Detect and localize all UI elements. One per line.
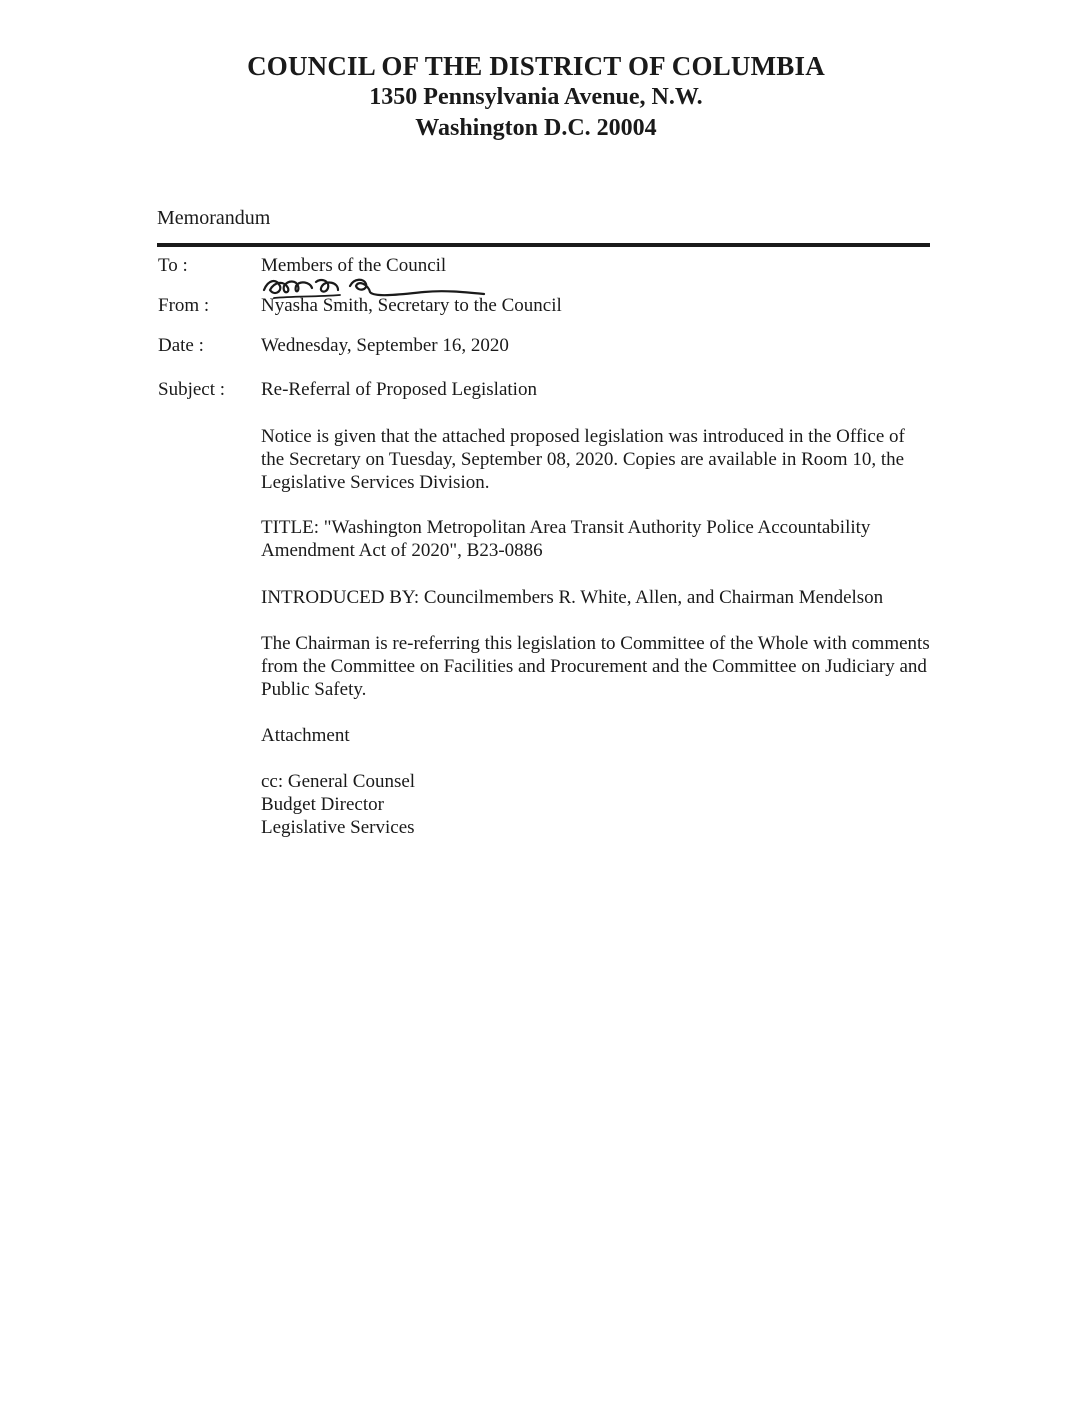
notice-paragraph: Notice is given that the attached proposed legislation was introduced in the Office of the Secretary on Tuesday, September 08, 2020. Copies are available in Room 10, the Legislative Services Division. xyxy=(261,426,905,493)
rereferral-paragraph: The Chairman is re-referring this legislation to Committee of the Whole with comments from the Committee on Facilities and Procurement and the Committee on Judiciary and Public Safety. xyxy=(261,633,930,700)
organization-name: COUNCIL OF THE DISTRICT OF COLUMBIA xyxy=(247,51,825,81)
cc-item: Legislative Services xyxy=(261,817,415,838)
to-value: Members of the Council xyxy=(261,255,447,276)
attachment-label: Attachment xyxy=(261,725,350,746)
header-divider xyxy=(157,243,930,247)
date-value: Wednesday, September 16, 2020 xyxy=(261,335,509,356)
subject-label: Subject : xyxy=(158,379,226,400)
cc-list xyxy=(261,770,931,839)
address-city: Washington D.C. 20004 xyxy=(415,115,657,141)
from-value: Nyasha Smith, Secretary to the Council xyxy=(261,295,562,316)
to-label: To : xyxy=(158,255,188,276)
from-label: From : xyxy=(158,295,210,316)
subject-value: Re-Referral of Proposed Legislation xyxy=(261,379,537,400)
cc-item: Budget Director xyxy=(261,794,384,815)
cc-item: cc: General Counsel xyxy=(261,771,416,792)
address-street: 1350 Pennsylvania Avenue, N.W. xyxy=(369,84,703,110)
title-paragraph: TITLE: "Washington Metropolitan Area Transit Authority Police Accountability Amendment Act of 2020", B23-0886 xyxy=(261,517,871,561)
date-label: Date : xyxy=(158,335,204,356)
letterhead xyxy=(0,50,1080,144)
memorandum-label: Memorandum xyxy=(157,207,271,229)
introduced-by-paragraph: INTRODUCED BY: Councilmembers R. White, Allen, and Chairman Mendelson xyxy=(261,587,884,608)
